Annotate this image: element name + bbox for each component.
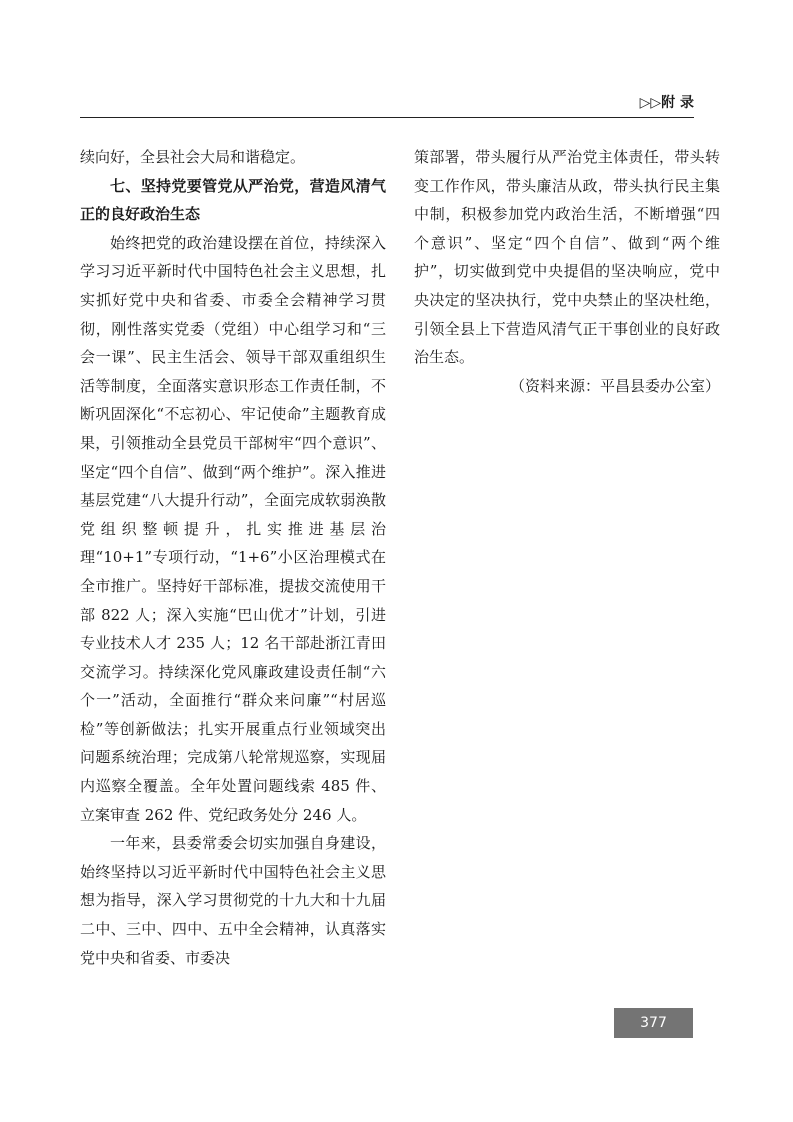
running-header [80, 93, 694, 118]
paragraph-standing-committee: 一年来，县委常委会切实加强自身建设，始终坚持以习近平新时代中国特色社会主义思想为指导，深入学习贯彻党的十九大和十九届二中、三中、四中、五中全会精神，认真落实党中央和省委、市委决 [80, 834, 386, 967]
left-column [80, 143, 386, 972]
paragraph-party-building: 始终把党的政治建设摆在首位，持续深入学习习近平新时代中国特色社会主义思想，扎实抓好党中央和省委、市委全会精神学习贯彻，刚性落实党委（党组）中心组学习和“三会一课”、民主生活会、领导干部双重组织生活等制度，全面落实意识形态工作责任制，不断巩固深化“不忘初心、牢记使命”主题教育成果，引领推动全县党员干部树牢“四个意识”、坚定“四个自信”、做到“两个维护”。深入推进基层党建“八大提升行动”，全面完成软弱涣散党组织整顿提升，扎实推进基层治理“10+1”专项行动，“1+6”小区治理模式在全市推广。坚持好干部标准，提拔交流使用干部 822 人；深入实施“巴山优才”计划，引进专业技术人才 235 人；12 名干部赴浙江青田交流学习。持续深化党风廉政建设责任制“六个一”活动，全面推行“群众来问廉”“村居巡检”等创新做法；扎实开展重点行业领域突出问题系统治理；完成第八轮常规巡察，实现届内巡察全覆盖。全年处置问题线索 485 件、立案审查 262 件、党纪政务处分 246 人。 [80, 233, 386, 824]
right-column [414, 143, 720, 400]
page-number: 377 [614, 1008, 693, 1038]
section-label: ▷▷附 录 [639, 95, 694, 111]
section-heading: 七、坚持党要管党从严治党，营造风清气正的良好政治生态 [80, 176, 386, 224]
paragraph-continued: 策部署，带头履行从严治党主体责任，带头转变工作作风，带头廉洁从政，带头执行民主集中制，积极参加党内政治生活，不断增强“四个意识”、坚定“四个自信”、做到“两个维护”，切实做到党中央提倡的坚决响应，党中央决定的坚决执行，党中央禁止的坚决杜绝，引领全县上下营造风清气正干事创业的良好政治生态。 [414, 148, 720, 367]
source-note: （资料来源：平昌县委办公室） [509, 376, 720, 395]
paragraph-continuation: 续向好，全县社会大局和谐稳定。 [80, 148, 306, 166]
